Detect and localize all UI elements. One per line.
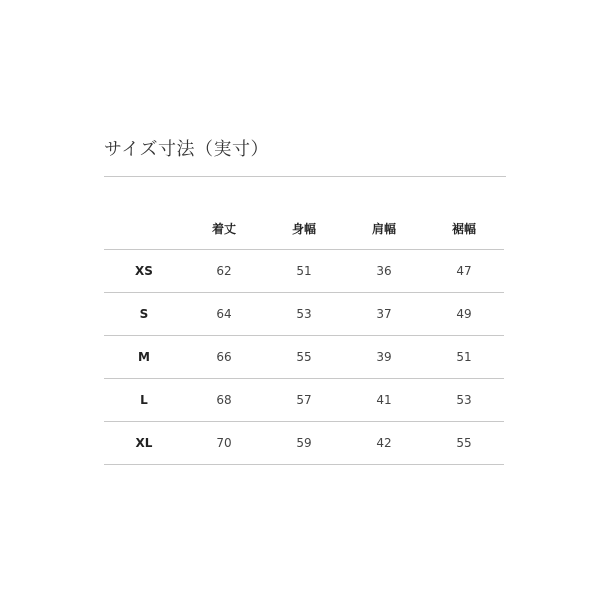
table-cell: 64 <box>184 293 264 336</box>
size-label: XS <box>104 250 184 293</box>
header-cell-corner <box>104 207 184 250</box>
table-cell: 51 <box>424 336 504 379</box>
header-cell-length: 着丈 <box>184 207 264 250</box>
size-label: S <box>104 293 184 336</box>
table-row <box>104 336 504 379</box>
size-table <box>104 207 504 465</box>
header-cell-hem-width: 裾幅 <box>424 207 504 250</box>
table-cell: 42 <box>344 422 424 465</box>
table-cell: 36 <box>344 250 424 293</box>
table-cell: 53 <box>264 293 344 336</box>
table-cell: 57 <box>264 379 344 422</box>
size-label: XL <box>104 422 184 465</box>
table-row <box>104 422 504 465</box>
table-cell: 68 <box>184 379 264 422</box>
table-cell: 41 <box>344 379 424 422</box>
size-table-body <box>104 250 504 465</box>
table-cell: 47 <box>424 250 504 293</box>
header-row <box>104 207 504 250</box>
header-cell-shoulder-width: 肩幅 <box>344 207 424 250</box>
table-row <box>104 379 504 422</box>
table-row <box>104 293 504 336</box>
table-cell: 39 <box>344 336 424 379</box>
size-table-header <box>104 207 504 250</box>
table-cell: 62 <box>184 250 264 293</box>
table-cell: 70 <box>184 422 264 465</box>
table-cell: 53 <box>424 379 504 422</box>
table-cell: 49 <box>424 293 504 336</box>
table-cell: 59 <box>264 422 344 465</box>
header-cell-chest-width: 身幅 <box>264 207 344 250</box>
table-cell: 55 <box>264 336 344 379</box>
table-cell: 55 <box>424 422 504 465</box>
table-cell: 51 <box>264 250 344 293</box>
size-label: L <box>104 379 184 422</box>
table-cell: 37 <box>344 293 424 336</box>
table-cell: 66 <box>184 336 264 379</box>
page-title: サイズ寸法（実寸） <box>104 139 270 160</box>
title-divider <box>104 176 506 177</box>
size-label: M <box>104 336 184 379</box>
table-row <box>104 250 504 293</box>
